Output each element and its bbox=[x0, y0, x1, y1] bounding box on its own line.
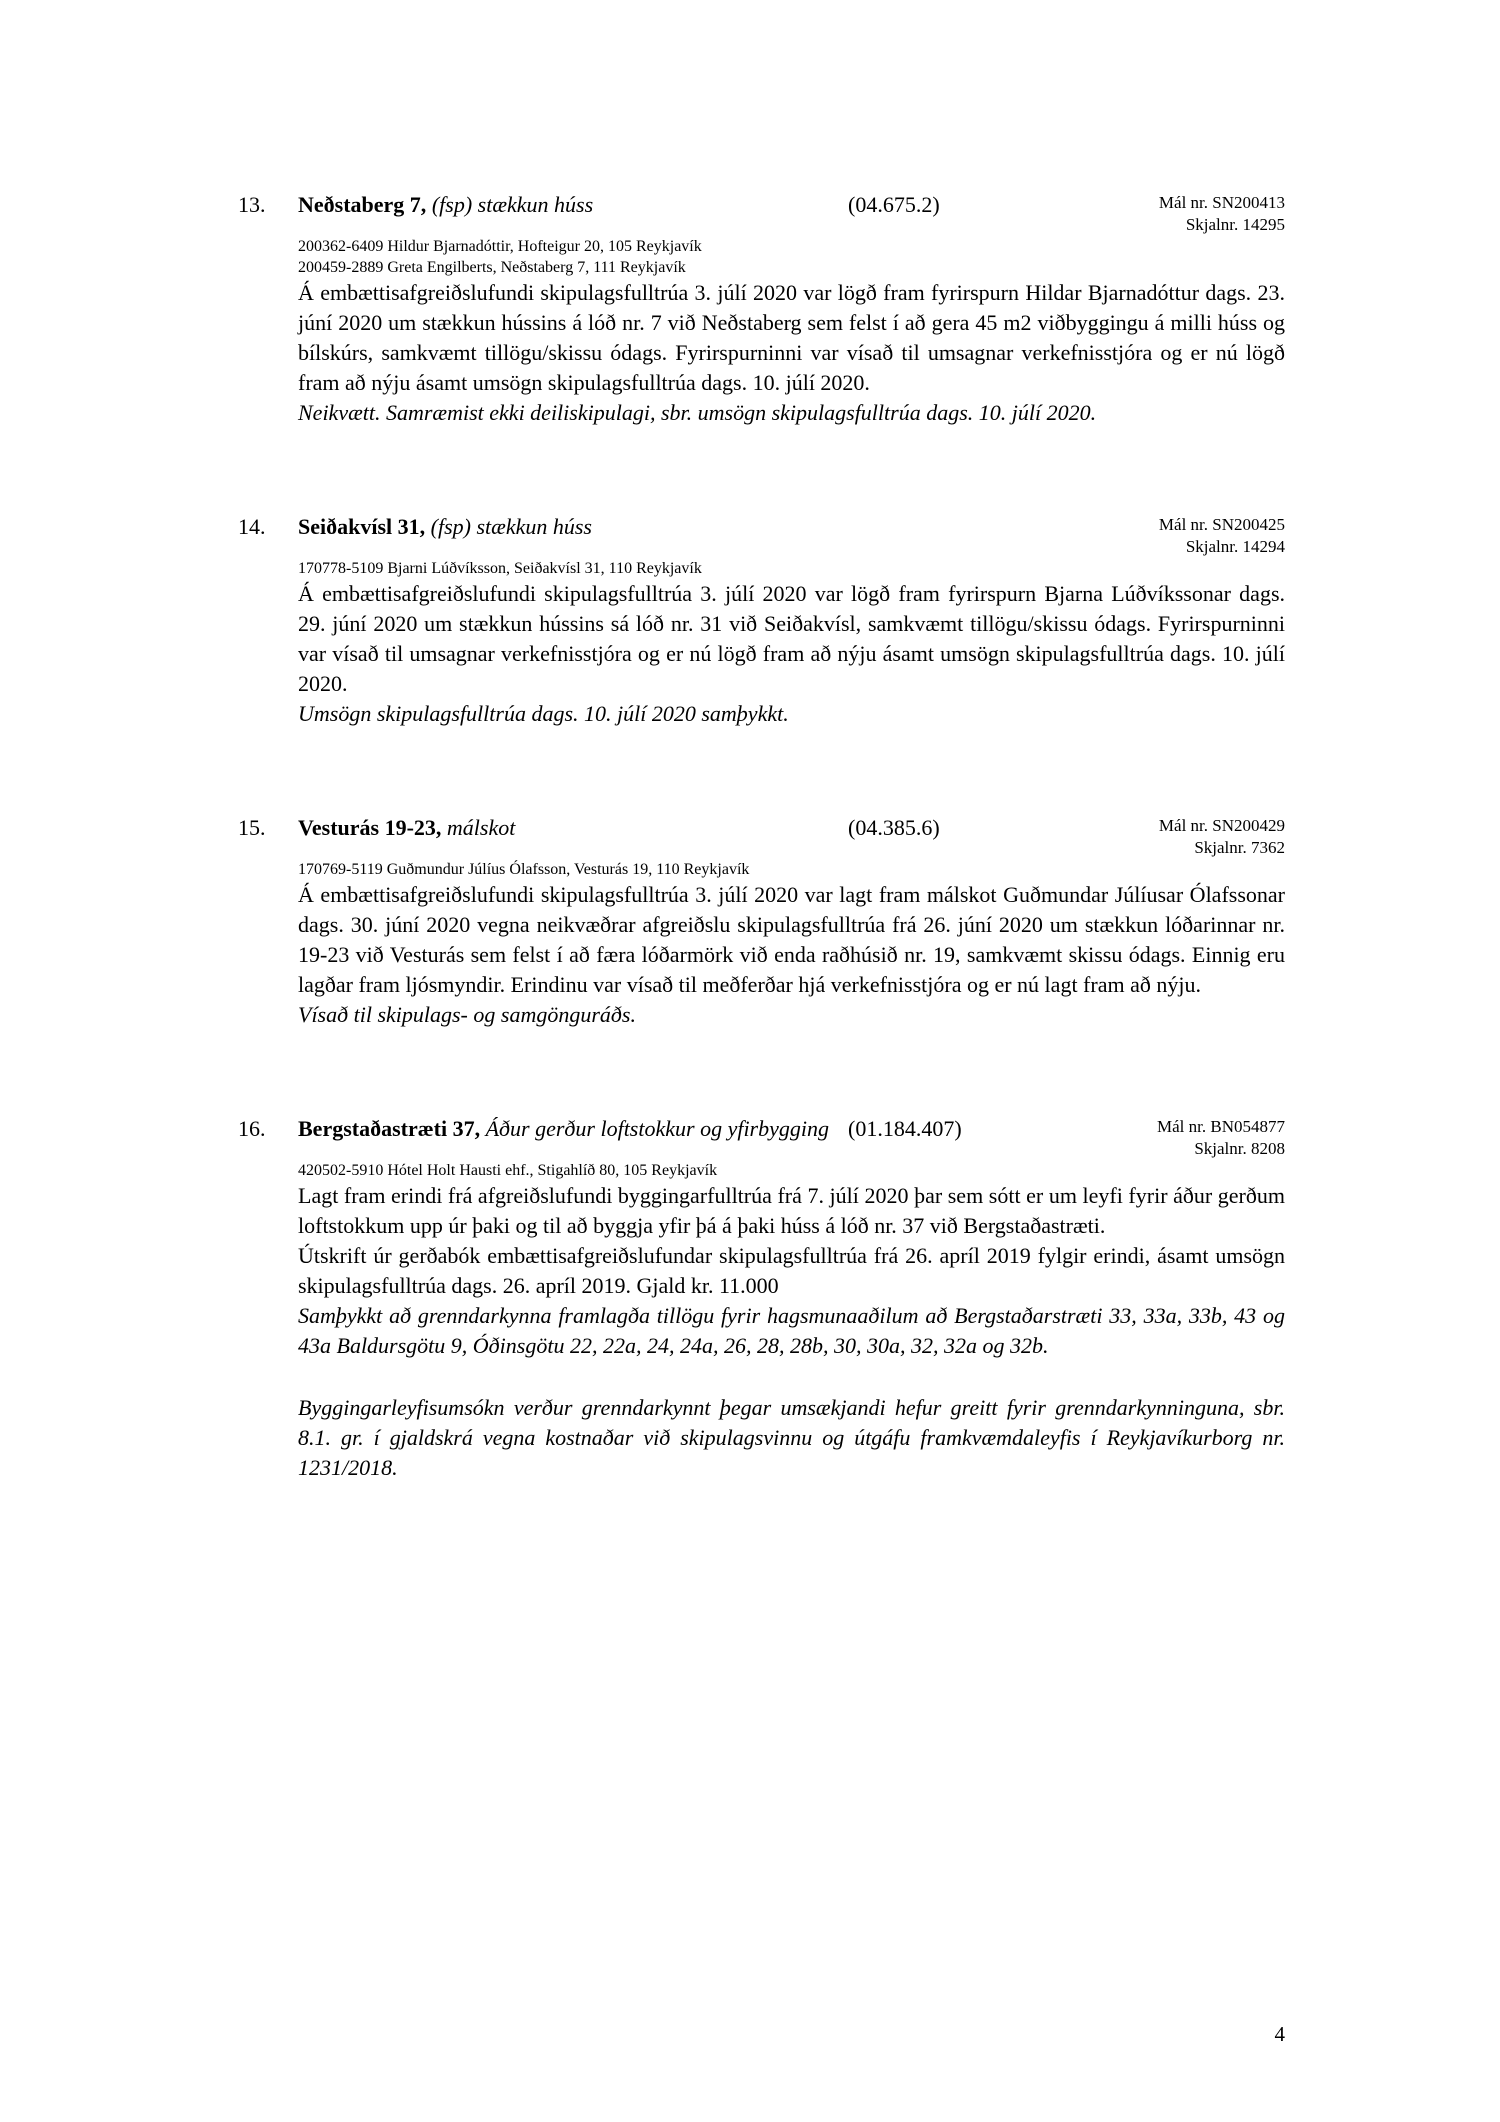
case-number: Mál nr. SN200413 bbox=[1158, 193, 1285, 212]
document-number: Skjalnr. 8208 bbox=[1194, 1139, 1285, 1158]
registrants bbox=[298, 859, 1285, 880]
item-title-subject: (fsp) stækkun húss bbox=[430, 514, 592, 539]
item-conclusion: Vísað til skipulags- og samgönguráðs. bbox=[298, 1002, 636, 1027]
registrants bbox=[298, 236, 1285, 278]
item-body: Á embættisafgreiðslufundi skipulagsfulltrúa 3. júlí 2020 var lagt fram málskot Guðmundar Júlíusar Ólafssonar dags. 30. júní 2020 vegna neikvæðrar afgreiðslu skipulagsfulltrúa frá 26. júní 2020 um stækkun lóðarinnar nr. 19-23 við Vesturás sem felst í að færa lóðarmörk við enda raðhúsið nr. 19, samkvæmt skissu ódags. Einnig eru lagðar fram ljósmyndir. Erindinu var vísað til meðferðar hjá verkefnisstjóra og er nú lagt fram að nýju. bbox=[298, 882, 1285, 997]
item-case-block bbox=[1070, 813, 1285, 859]
item-conclusion: Byggingarleyfisumsókn verður grenndarkynnt þegar umsækjandi hefur greitt fyrir grenndarkynninguna, sbr. 8.1. gr. í gjaldskrá vegna kostnaðar við skipulagsvinnu og útgáfu framkvæmdaleyfis í Reykjavíkurborg nr. 1231/2018. bbox=[298, 1395, 1285, 1480]
item-title bbox=[298, 512, 848, 542]
item-title-address: Seiðakvísl 31, bbox=[298, 514, 426, 539]
item-number: 15. bbox=[238, 815, 266, 840]
item-header bbox=[238, 190, 1285, 236]
registrant-line: 200459-2889 Greta Engilberts, Neðstaberg 7, 111 Reykjavík bbox=[298, 259, 686, 276]
case-number: Mál nr. SN200425 bbox=[1158, 515, 1285, 534]
item-title-address: Vesturás 19-23, bbox=[298, 815, 442, 840]
item-ref-number: (04.675.2) bbox=[848, 192, 940, 217]
page-number: 4 bbox=[1274, 2022, 1285, 2046]
item-title-address: Bergstaðastræti 37, bbox=[298, 1116, 481, 1141]
item-body: Á embættisafgreiðslufundi skipulagsfulltrúa 3. júlí 2020 var lögð fram fyrirspurn Hildar Bjarnadóttur dags. 23. júní 2020 um stækkun hússins á lóð nr. 7 við Neðstaberg sem felst í að gera 45 m2 viðbyggingu á milli húss og bílskúrs, samkvæmt tillögu/skissu ódags. Fyrirspurninni var vísað til umsagnar verkefnisstjóra og er nú lögð fram að nýju ásamt umsögn skipulagsfulltrúa dags. 10. júlí 2020. bbox=[298, 280, 1285, 395]
item-body: Lagt fram erindi frá afgreiðslufundi byggingarfulltrúa frá 7. júlí 2020 þar sem sótt er um leyfi fyrir áður gerðum loftstokkum upp úr þaki og til að byggja yfir þá á þaki húss á lóð nr. 37 við Bergstaðastræti. bbox=[298, 1183, 1285, 1238]
agenda-item bbox=[238, 512, 1285, 729]
item-case-block bbox=[1070, 512, 1285, 558]
item-case-block bbox=[1070, 190, 1285, 236]
item-case-block bbox=[1070, 1114, 1285, 1160]
agenda-item bbox=[238, 190, 1285, 428]
item-body: Á embættisafgreiðslufundi skipulagsfulltrúa 3. júlí 2020 var lögð fram fyrirspurn Bjarna Lúðvíkssonar dags. 29. júní 2020 um stækkun hússins sá lóð nr. 31 við Seiðakvísl, samkvæmt tillögu/skissu ódags. Fyrirspurninni var vísað til umsagnar verkefnisstjóra og er nú lögð fram að nýju ásamt umsögn skipulagsfulltrúa dags. 10. júlí 2020. bbox=[298, 581, 1285, 696]
item-title-subject: Áður gerður loftstokkur og yfirbygging bbox=[485, 1116, 829, 1141]
document-number: Skjalnr. 7362 bbox=[1194, 838, 1285, 857]
item-title bbox=[298, 1114, 848, 1144]
item-content bbox=[298, 558, 1285, 729]
case-number: Mál nr. SN200429 bbox=[1158, 816, 1285, 835]
case-number: Mál nr. BN054877 bbox=[1157, 1117, 1285, 1136]
item-content bbox=[298, 1160, 1285, 1483]
item-title bbox=[298, 190, 848, 220]
agenda-item bbox=[238, 813, 1285, 1030]
item-conclusion: Samþykkt að grenndarkynna framlagða tillögu fyrir hagsmunaaðilum að Bergstaðarstræti 33, 33a, 33b, 43 og 43a Baldursgötu 9, Óðinsgötu 22, 22a, 24, 24a, 26, 28, 28b, 30, 30a, 32, 32a og 32b. bbox=[298, 1303, 1285, 1358]
agenda-item bbox=[238, 1114, 1285, 1483]
item-number: 13. bbox=[238, 192, 266, 217]
item-ref-number: (01.184.407) bbox=[848, 1116, 962, 1141]
item-title-subject: (fsp) stækkun húss bbox=[431, 192, 594, 217]
registrant-line: 420502-5910 Hótel Holt Hausti ehf., Stigahlíð 80, 105 Reykjavík bbox=[298, 1162, 718, 1179]
registrant-line: 170778-5109 Bjarni Lúðvíksson, Seiðakvísl 31, 110 Reykjavík bbox=[298, 560, 702, 577]
item-conclusion: Umsögn skipulagsfulltrúa dags. 10. júlí 2020 samþykkt. bbox=[298, 701, 789, 726]
item-body: Útskrift úr gerðabók embættisafgreiðslufundar skipulagsfulltrúa frá 26. apríl 2019 fylgir erindi, ásamt umsögn skipulagsfulltrúa dags. 26. apríl 2019. Gjald kr. 11.000 bbox=[298, 1243, 1285, 1298]
item-title-subject: málskot bbox=[446, 815, 516, 840]
item-content bbox=[298, 236, 1285, 428]
registrants bbox=[298, 1160, 1285, 1181]
document-number: Skjalnr. 14295 bbox=[1185, 215, 1285, 234]
registrants bbox=[298, 558, 1285, 579]
registrant-line: 200362-6409 Hildur Bjarnadóttir, Hofteigur 20, 105 Reykjavík bbox=[298, 238, 702, 255]
item-conclusion: Neikvætt. Samræmist ekki deiliskipulagi, sbr. umsögn skipulagsfulltrúa dags. 10. júlí 2020. bbox=[298, 400, 1097, 425]
item-header bbox=[238, 512, 1285, 558]
document-number: Skjalnr. 14294 bbox=[1185, 537, 1285, 556]
item-ref-number: (04.385.6) bbox=[848, 815, 940, 840]
item-number: 16. bbox=[238, 1116, 266, 1141]
registrant-line: 170769-5119 Guðmundur Júlíus Ólafsson, Vesturás 19, 110 Reykjavík bbox=[298, 861, 750, 878]
item-title-address: Neðstaberg 7, bbox=[298, 192, 427, 217]
item-content bbox=[298, 859, 1285, 1030]
item-header bbox=[238, 813, 1285, 859]
item-number: 14. bbox=[238, 514, 266, 539]
item-header bbox=[238, 1114, 1285, 1160]
item-title bbox=[298, 813, 848, 843]
